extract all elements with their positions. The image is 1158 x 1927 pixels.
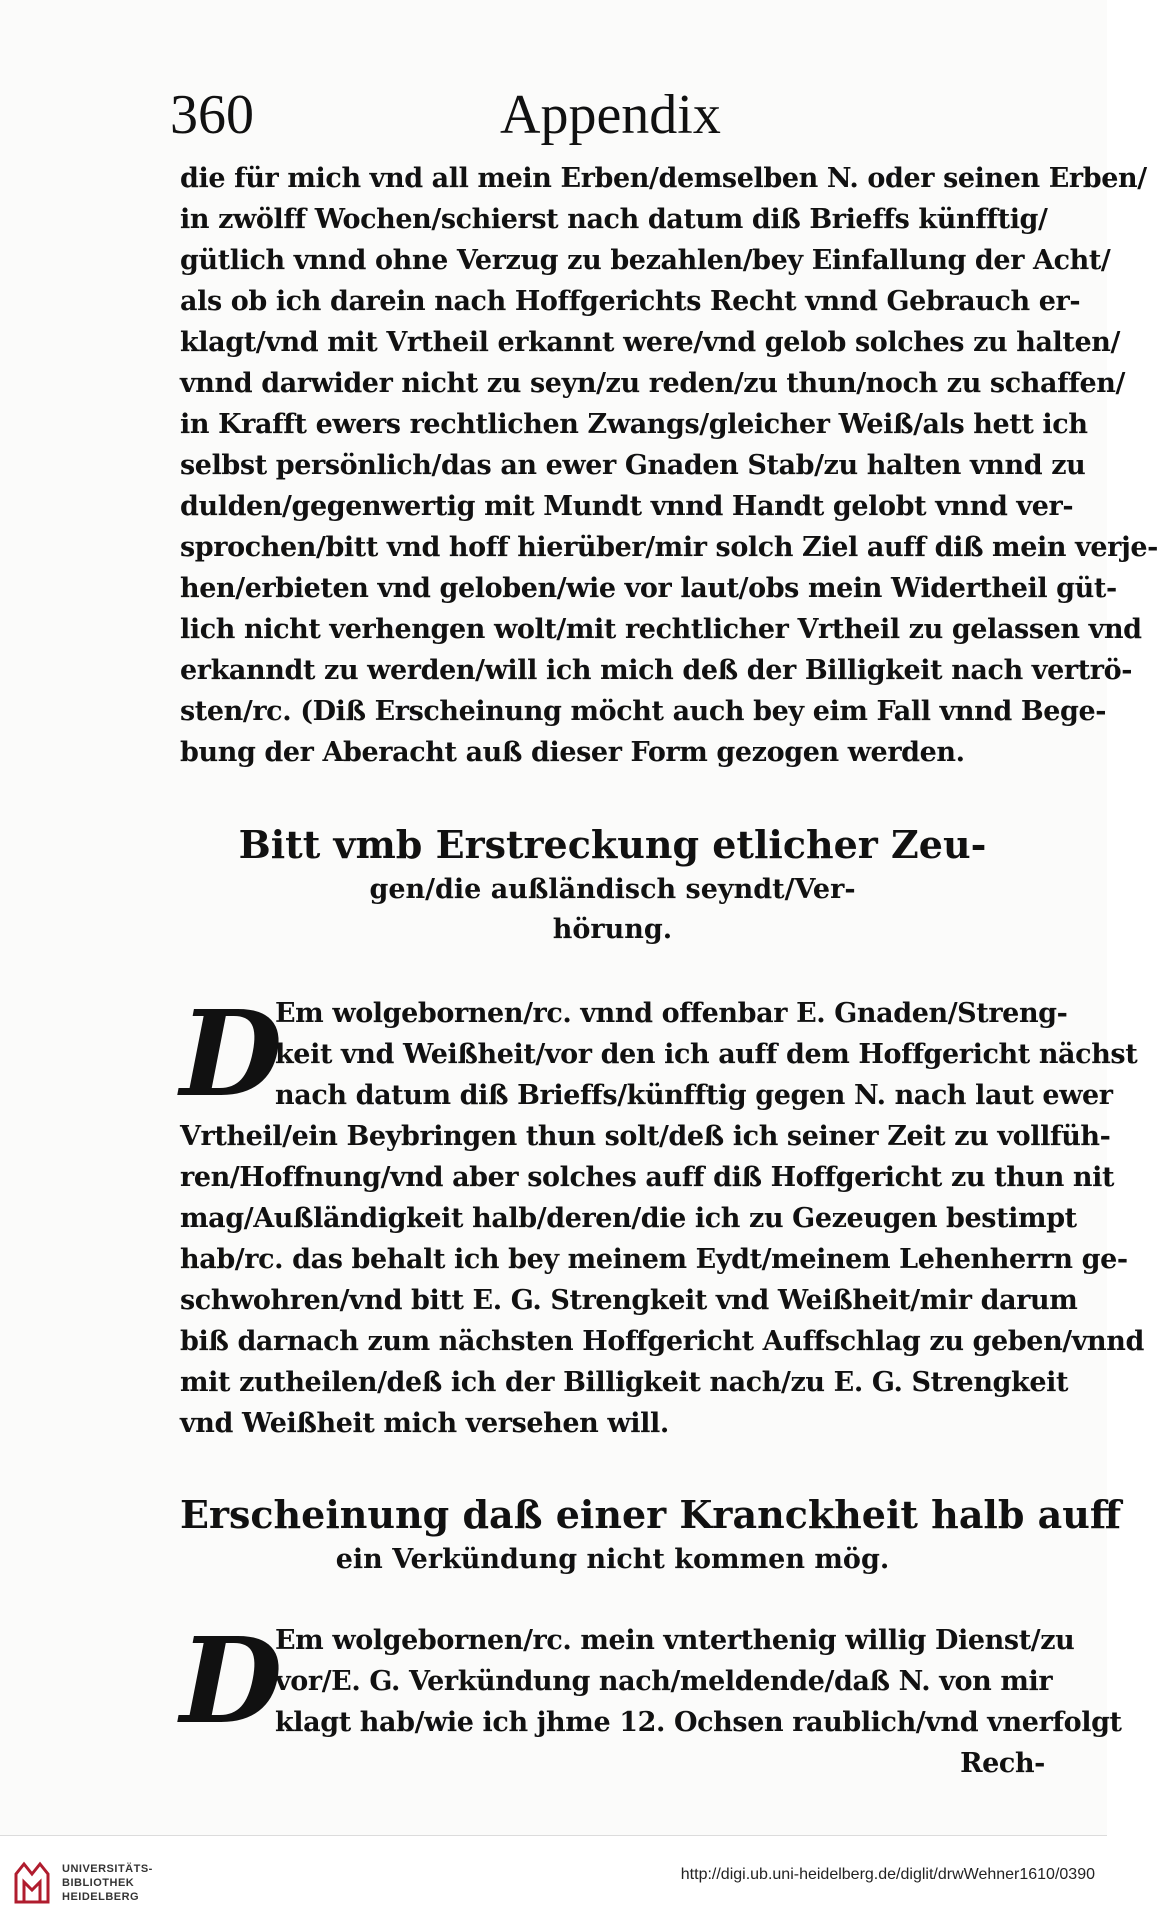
heading-line: Bitt vmb Erstreckung etlicher Zeu- — [238, 822, 987, 867]
text-line: mit zutheilen/deß ich der Billigkeit nach/zu E. G. Strengkeit — [180, 1367, 1069, 1398]
text-line: sten/rc. (Diß Erscheinung möcht auch bey eim Fall vnnd Bege- — [180, 696, 1107, 727]
viewer-footer — [0, 1835, 1107, 1927]
library-name-line: BIBLIOTHEK — [62, 1877, 135, 1889]
source-url-link[interactable]: http://digi.ub.uni-heidelberg.de/diglit/drwWehner1610/0390 — [680, 1866, 1095, 1883]
text-line: klagt hab/wie ich jhme 12. Ochsen raublich/vnd vnerfolgt — [275, 1707, 1122, 1738]
text-line: Em wolgebornen/rc. vnnd offenbar E. Gnaden/Streng- — [275, 998, 1068, 1029]
text-line: keit vnd Weißheit/vor den ich auff dem Hoffgericht nächst — [275, 1039, 1138, 1070]
text-line: dulden/gegenwertig mit Mundt vnnd Handt gelobt vnnd ver- — [180, 491, 1074, 522]
text-line: hab/rc. das behalt ich bey meinem Eydt/meinem Lehenherrn ge- — [180, 1244, 1128, 1275]
section-heading — [180, 820, 1045, 950]
text-line: selbst persönlich/das an ewer Gnaden Stab/zu halten vnnd zu — [180, 450, 1086, 481]
text-line: bung der Aberacht auß dieser Form gezogen werden. — [180, 737, 965, 768]
text-line: Em wolgebornen/rc. mein vnterthenig willig Dienst/zu — [275, 1625, 1075, 1656]
text-line: biß darnach zum nächsten Hoffgericht Auffschlag zu geben/vnnd — [180, 1326, 1144, 1357]
heading-line: Erscheinung daß einer Kranckheit halb auff — [180, 1492, 1122, 1537]
text-line: die für mich vnd all mein Erben/demselben N. oder seinen Erben/ — [180, 163, 1147, 194]
text-line: vnd Weißheit mich versehen will. — [180, 1408, 669, 1439]
text-line: schwohren/vnd bitt E. G. Strengkeit vnd Weißheit/mir darum — [180, 1285, 1078, 1316]
text-line: in zwölff Wochen/schierst nach datum diß Brieffs künfftig/ — [180, 204, 1048, 235]
text-line: sprochen/bitt vnd hoff hierüber/mir solch Ziel auff diß mein verje- — [180, 532, 1158, 563]
text-line: in Krafft ewers rechtlichen Zwangs/gleicher Weiß/als hett ich — [180, 409, 1088, 440]
text-line: nach datum diß Brieffs/künfftig gegen N. nach laut ewer — [275, 1080, 1113, 1111]
decorated-initial: D — [180, 984, 283, 1123]
catchword: Rech- — [960, 1748, 1045, 1779]
decorated-initial: D — [180, 1611, 283, 1750]
library-name — [62, 1862, 153, 1904]
text-line: klagt/vnd mit Vrtheil erkannt were/vnd gelob solches zu halten/ — [180, 327, 1120, 358]
text-line: als ob ich darein nach Hoffgerichts Recht vnnd Gebrauch er- — [180, 286, 1081, 317]
text-line: hen/erbieten vnd geloben/wie vor laut/obs mein Widertheil güt- — [180, 573, 1117, 604]
section3-text — [180, 1611, 1122, 1784]
text-line: ren/Hoffnung/vnd aber solches auff diß Hoffgericht zu thun nit — [180, 1162, 1115, 1193]
heading-line: ein Verkündung nicht kommen mög. — [335, 1544, 890, 1575]
library-name-line: UNIVERSITÄTS- — [62, 1863, 153, 1875]
section1-text — [180, 158, 1158, 773]
text-line: erkanndt zu werden/will ich mich deß der Billigkeit nach vertrö- — [180, 655, 1133, 686]
text-line: mag/Außländigkeit halb/deren/die ich zu Gezeugen bestimpt — [180, 1203, 1077, 1234]
page-number: 360 — [170, 84, 254, 146]
running-title: Appendix — [500, 84, 721, 146]
page-header — [170, 80, 1050, 150]
section2-text — [180, 984, 1144, 1444]
heading-line: gen/die außländisch seyndt/Ver- — [369, 874, 856, 905]
library-name-line: HEIDELBERG — [62, 1891, 140, 1903]
text-line: Vrtheil/ein Beybringen thun solt/deß ich seiner Zeit zu vollfüh- — [180, 1121, 1111, 1152]
text-line: gütlich vnnd ohne Verzug zu bezahlen/bey Einfallung der Acht/ — [180, 245, 1111, 276]
text-line: lich nicht verhengen wolt/mit rechtlicher Vrtheil zu gelassen vnd — [180, 614, 1142, 645]
university-library-logo-icon — [12, 1858, 52, 1906]
text-line: vnnd darwider nicht zu seyn/zu reden/zu thun/noch zu schaffen/ — [180, 368, 1125, 399]
section-heading — [180, 1490, 1122, 1580]
heading-line: hörung. — [552, 914, 673, 945]
text-line: vor/E. G. Verkündung nach/meldende/daß N. von mir — [275, 1666, 1053, 1697]
